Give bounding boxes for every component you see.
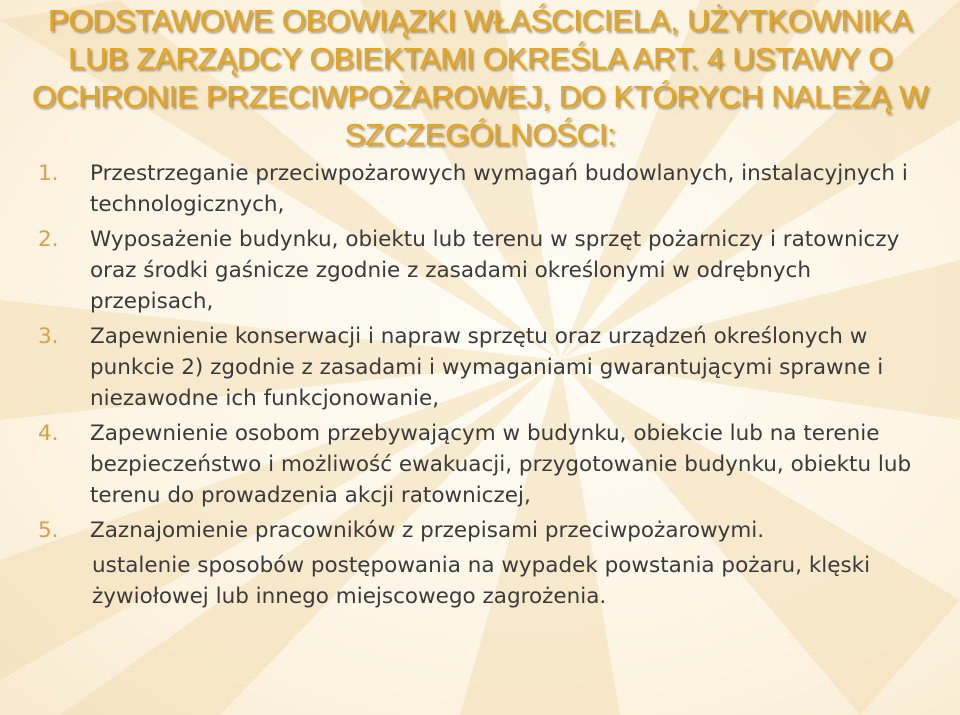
list-item <box>38 321 938 414</box>
item-text: Zaznajomienie pracowników z przepisami przeciwpożarowymi. <box>90 518 765 543</box>
item-number: 5. <box>38 518 59 543</box>
list-item <box>38 224 938 317</box>
item-number: 3. <box>38 324 59 349</box>
item-number: 4. <box>38 421 59 446</box>
slide-title: PODSTAWOWE OBOWIĄZKI WŁAŚCICIELA, UŻYTKOWNIKA LUB ZARZĄDCY OBIEKTAMI OKREŚLA ART. 4 USTAWY O OCHRONIE PRZECIWPOŻAROWEJ, DO KTÓRYCH NALEŻĄ W SZCZEGÓLNOŚCI: <box>31 3 929 152</box>
list-item <box>38 158 938 220</box>
extra-paragraph: ustalenie sposobów postępowania na wypadek powstania pożaru, klęski żywiołowej lub innego miejscowego zagrożenia. <box>92 553 871 609</box>
item-number: 2. <box>38 227 59 252</box>
item-text: Wyposażenie budynku, obiektu lub terenu w sprzęt pożarniczy i ratowniczy oraz środki gaśnicze zgodnie z zasadami określonymi w odrębnych przepisach, <box>90 227 900 314</box>
item-number: 1. <box>38 161 59 186</box>
item-text: Zapewnienie konserwacji i napraw sprzętu oraz urządzeń określonych w punkcie 2) zgodnie z zasadami i wymaganiami gwarantującymi sprawne i niezawodne ich funkcjonowanie, <box>90 324 884 411</box>
list-item <box>38 418 938 511</box>
item-text: Przestrzeganie przeciwpożarowych wymagań budowlanych, instalacyjnych i technologicznych, <box>90 161 908 217</box>
list-item <box>38 515 938 546</box>
duties-list <box>38 158 938 612</box>
item-text: Zapewnienie osobom przebywającym w budynku, obiekcie lub na terenie bezpieczeństwo i możliwość ewakuacji, przygotowanie budynku, obiektu lub terenu do prowadzenia akcji ratowniczej, <box>90 421 912 508</box>
